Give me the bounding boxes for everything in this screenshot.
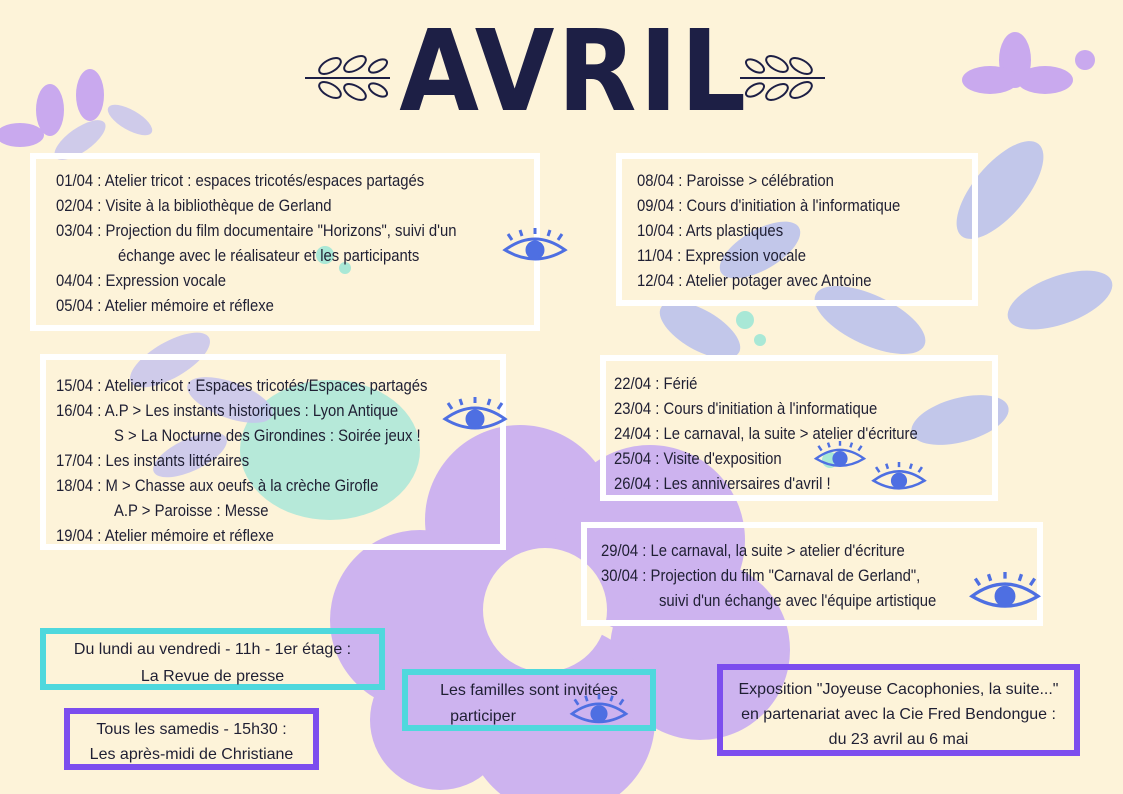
list-item: A.P > Paroisse : Messe xyxy=(114,502,269,520)
list-item: 16/04 : A.P > Les instants historiques : Lyon Antique xyxy=(56,402,399,420)
list-item: 05/04 : Atelier mémoire et réflexe xyxy=(56,297,274,315)
saturday-line-2: Les après-midi de Christiane xyxy=(89,746,294,763)
list-item: 22/04 : Férié xyxy=(614,375,698,393)
list-item: 09/04 : Cours d'initiation à l'informatique xyxy=(637,197,901,215)
eye-icon xyxy=(869,462,929,496)
expo-line-3: du 23 avril au 6 mai xyxy=(828,731,969,748)
list-item: S > La Nocturne des Girondines : Soirée jeux ! xyxy=(114,427,421,445)
list-item: 08/04 : Paroisse > célébration xyxy=(637,172,834,190)
eye-icon xyxy=(440,397,510,437)
list-item: 18/04 : M > Chasse aux oeufs à la crèche Girofle xyxy=(56,477,379,495)
press-line-2: La Revue de presse xyxy=(140,668,285,685)
list-item: 29/04 : Le carnaval, la suite > atelier d'écriture xyxy=(601,542,905,560)
list-item: 11/04 : Expression vocale xyxy=(637,247,806,265)
saturday-line-1: Tous les samedis - 15h30 : xyxy=(96,721,287,738)
list-item: 04/04 : Expression vocale xyxy=(56,272,227,290)
schedule-box-week2 xyxy=(616,153,978,306)
list-item: échange avec le réalisateur et les participants xyxy=(118,247,420,265)
eye-icon xyxy=(812,441,868,473)
press-review-box xyxy=(40,628,385,690)
list-item: 25/04 : Visite d'exposition xyxy=(614,450,782,468)
press-line-1: Du lundi au vendredi - 11h - 1er étage : xyxy=(73,641,352,658)
expo-line-2: en partenariat avec la Cie Fred Bendongue : xyxy=(741,706,1056,723)
expo-line-1: Exposition "Joyeuse Cacophonies, la suite..." xyxy=(738,681,1059,698)
list-item: suivi d'un échange avec l'équipe artistique xyxy=(659,592,937,610)
list-item: 12/04 : Atelier potager avec Antoine xyxy=(637,272,872,290)
eye-icon xyxy=(567,694,631,730)
leaf-ornament-right xyxy=(735,38,830,118)
families-line-2: participer xyxy=(450,708,516,725)
list-item: 30/04 : Projection du film "Carnaval de Gerland", xyxy=(601,567,921,585)
list-item: 17/04 : Les instants littéraires xyxy=(56,452,250,470)
families-line-1: Les familles sont invitées xyxy=(440,682,618,699)
list-item: 10/04 : Arts plastiques xyxy=(637,222,784,240)
list-item: 24/04 : Le carnaval, la suite > atelier d'écriture xyxy=(614,425,918,443)
eye-icon xyxy=(500,228,570,268)
list-item: 02/04 : Visite à la bibliothèque de Gerland xyxy=(56,197,332,215)
leaf-ornament-left xyxy=(300,38,395,118)
schedule-box-week4 xyxy=(600,355,998,501)
schedule-box-week3 xyxy=(40,354,506,550)
exhibition-box xyxy=(717,664,1080,756)
list-item: 23/04 : Cours d'initiation à l'informatique xyxy=(614,400,878,418)
eye-icon xyxy=(966,572,1044,616)
list-item: 19/04 : Atelier mémoire et réflexe xyxy=(56,527,274,545)
list-item: 03/04 : Projection du film documentaire "Horizons", suivi d'un xyxy=(56,222,457,240)
list-item: 15/04 : Atelier tricot : Espaces tricotés/Espaces partagés xyxy=(56,377,428,395)
saturday-box xyxy=(64,708,319,770)
page-title: AVRIL xyxy=(399,7,749,137)
small-flower-top-right xyxy=(962,32,1095,94)
schedule-box-week1 xyxy=(30,153,540,331)
list-item: 26/04 : Les anniversaires d'avril ! xyxy=(614,475,831,493)
list-item: 01/04 : Atelier tricot : espaces tricotés/espaces partagés xyxy=(56,172,425,190)
